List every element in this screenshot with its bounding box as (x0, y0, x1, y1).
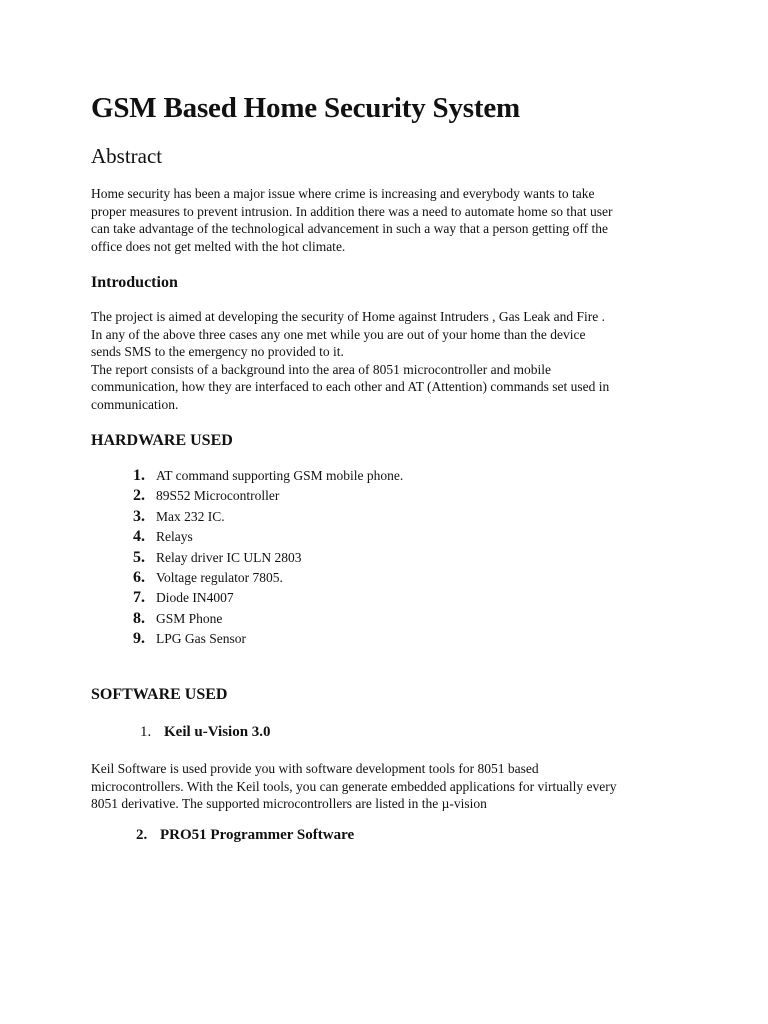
list-text: 89S52 Microcontroller (156, 488, 280, 504)
abstract-paragraph (91, 185, 678, 255)
keil-title: Keil u-Vision 3.0 (164, 724, 271, 740)
pro51-heading (136, 825, 354, 845)
keil-line: microcontrollers. With the Keil tools, you can generate embedded applications for virtually every (91, 778, 617, 794)
abstract-line: can take advantage of the technological advancement in such a way that a person getting off the (91, 221, 609, 236)
list-item (133, 507, 613, 527)
abstract-heading: Abstract (91, 144, 163, 168)
list-text: Voltage regulator 7805. (156, 569, 283, 585)
keil-heading (140, 722, 271, 742)
pro51-title: PRO51 Programmer Software (160, 827, 355, 843)
list-text: Diode IN4007 (156, 590, 234, 606)
introduction-line: The report consists of a background into the area of 8051 microcontroller and mobile (91, 361, 551, 377)
list-number: 4. (133, 528, 145, 546)
list-number: 8. (133, 609, 145, 627)
hardware-list (133, 466, 613, 650)
keil-number: 1. (140, 724, 152, 740)
introduction-line: communication, how they are interfaced to each other and AT (Attention) commands set used in (91, 379, 610, 394)
keil-line: Keil Software is used provide you with software development tools for 8051 based (91, 761, 539, 776)
list-text: Relay driver IC ULN 2803 (156, 549, 302, 565)
keil-paragraph (91, 760, 678, 813)
list-number: 7. (133, 589, 145, 607)
list-item (133, 486, 613, 506)
list-text: AT command supporting GSM mobile phone. (156, 468, 404, 483)
abstract-line: office does not get melted with the hot climate. (91, 238, 346, 254)
list-item (133, 548, 613, 568)
list-text: GSM Phone (156, 610, 223, 626)
list-number: 1. (133, 467, 145, 484)
keil-line: 8051 derivative. The supported microcontrollers are listed in the µ-vision (91, 796, 487, 811)
list-item (133, 568, 613, 588)
list-text: LPG Gas Sensor (156, 631, 246, 647)
hardware-heading: HARDWARE USED (91, 432, 233, 449)
abstract-line: proper measures to prevent intrusion. In addition there was a need to automate home so that user (91, 203, 613, 219)
list-number: 5. (133, 548, 145, 566)
introduction-line: In any of the above three cases any one met while you are out of your home than the device (91, 326, 586, 342)
software-heading: SOFTWARE USED (91, 686, 228, 703)
document-title: GSM Based Home Security System (91, 92, 520, 124)
introduction-line: communication. (91, 396, 179, 412)
introduction-line: The project is aimed at developing the security of Home against Intruders , Gas Leak and Fire . (91, 309, 605, 324)
list-item (133, 527, 613, 547)
list-number: 3. (133, 507, 145, 525)
list-text: Max 232 IC. (156, 508, 225, 524)
list-text: Relays (156, 529, 193, 545)
introduction-heading: Introduction (91, 274, 178, 291)
introduction-line: sends SMS to the emergency no provided to it. (91, 344, 344, 359)
list-item (133, 609, 613, 629)
list-item (133, 588, 613, 608)
pro51-number: 2. (136, 827, 148, 843)
list-number: 6. (133, 568, 145, 586)
introduction-paragraph (91, 308, 678, 413)
list-item (133, 466, 613, 486)
abstract-line: Home security has been a major issue where crime is increasing and everybody wants to take (91, 186, 595, 201)
list-number: 2. (133, 487, 145, 505)
list-item (133, 629, 613, 649)
list-number: 9. (133, 630, 145, 648)
